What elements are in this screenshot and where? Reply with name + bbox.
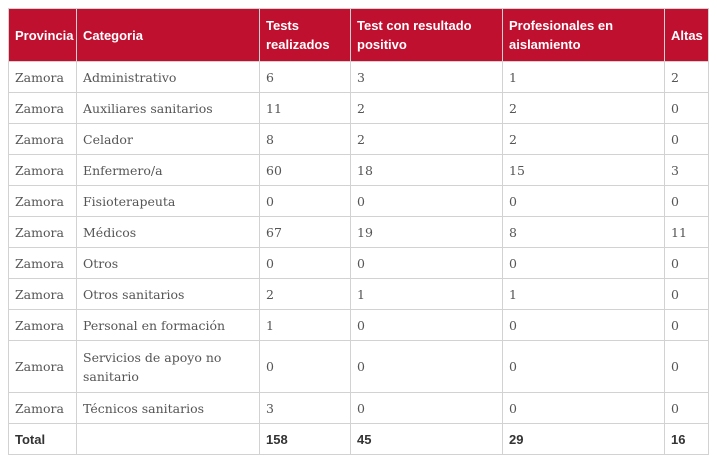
cell-provincia: Zamora (9, 93, 77, 124)
cell-altas: 0 (665, 393, 709, 424)
professionals-table (8, 8, 709, 455)
table-row (9, 62, 709, 93)
table-row (9, 217, 709, 248)
table-header (9, 9, 709, 62)
cell-aislamiento: 0 (503, 310, 665, 341)
table-row (9, 155, 709, 186)
cell-aislamiento: 2 (503, 93, 665, 124)
total-label: Total (9, 424, 77, 455)
cell-categoria: Enfermero/a (77, 155, 260, 186)
cell-tests: 8 (260, 124, 351, 155)
cell-provincia: Zamora (9, 217, 77, 248)
table-row (9, 393, 709, 424)
cell-aislamiento: 1 (503, 62, 665, 93)
header-tests: Tests realizados (260, 9, 351, 62)
table-body (9, 62, 709, 455)
cell-provincia: Zamora (9, 341, 77, 393)
table-row (9, 124, 709, 155)
header-positivo: Test con resultado positivo (351, 9, 503, 62)
header-row (9, 9, 709, 62)
cell-tests: 11 (260, 93, 351, 124)
cell-altas: 3 (665, 155, 709, 186)
total-tests: 158 (260, 424, 351, 455)
cell-positivo: 2 (351, 124, 503, 155)
cell-provincia: Zamora (9, 310, 77, 341)
cell-aislamiento: 0 (503, 393, 665, 424)
cell-positivo: 0 (351, 248, 503, 279)
cell-provincia: Zamora (9, 393, 77, 424)
table-row (9, 248, 709, 279)
cell-provincia: Zamora (9, 124, 77, 155)
cell-tests: 1 (260, 310, 351, 341)
cell-positivo: 19 (351, 217, 503, 248)
cell-categoria: Auxiliares sanitarios (77, 93, 260, 124)
cell-categoria: Celador (77, 124, 260, 155)
header-provincia: Provincia (9, 9, 77, 62)
header-categoria: Categoria (77, 9, 260, 62)
header-altas: Altas (665, 9, 709, 62)
cell-tests: 3 (260, 393, 351, 424)
cell-aislamiento: 0 (503, 186, 665, 217)
cell-categoria: Servicios de apoyo no sanitario (77, 341, 260, 393)
cell-altas: 0 (665, 310, 709, 341)
cell-aislamiento: 8 (503, 217, 665, 248)
cell-altas: 0 (665, 341, 709, 393)
cell-categoria: Otros (77, 248, 260, 279)
cell-aislamiento: 0 (503, 248, 665, 279)
table-row (9, 341, 709, 393)
cell-tests: 67 (260, 217, 351, 248)
cell-positivo: 0 (351, 393, 503, 424)
cell-provincia: Zamora (9, 279, 77, 310)
cell-altas: 0 (665, 124, 709, 155)
cell-tests: 0 (260, 341, 351, 393)
cell-tests: 60 (260, 155, 351, 186)
cell-aislamiento: 2 (503, 124, 665, 155)
cell-categoria: Fisioterapeuta (77, 186, 260, 217)
table-row (9, 186, 709, 217)
table-row (9, 310, 709, 341)
cell-altas: 0 (665, 279, 709, 310)
cell-tests: 6 (260, 62, 351, 93)
cell-positivo: 0 (351, 310, 503, 341)
table-row (9, 279, 709, 310)
table-row (9, 93, 709, 124)
cell-positivo: 3 (351, 62, 503, 93)
cell-aislamiento: 0 (503, 341, 665, 393)
cell-provincia: Zamora (9, 62, 77, 93)
cell-categoria: Administrativo (77, 62, 260, 93)
total-categoria (77, 424, 260, 455)
cell-provincia: Zamora (9, 186, 77, 217)
cell-positivo: 0 (351, 341, 503, 393)
cell-tests: 0 (260, 248, 351, 279)
total-row (9, 424, 709, 455)
cell-categoria: Personal en formación (77, 310, 260, 341)
cell-provincia: Zamora (9, 248, 77, 279)
cell-tests: 2 (260, 279, 351, 310)
cell-positivo: 1 (351, 279, 503, 310)
cell-altas: 2 (665, 62, 709, 93)
cell-aislamiento: 15 (503, 155, 665, 186)
cell-altas: 0 (665, 186, 709, 217)
total-aislamiento: 29 (503, 424, 665, 455)
cell-positivo: 2 (351, 93, 503, 124)
cell-altas: 11 (665, 217, 709, 248)
total-altas: 16 (665, 424, 709, 455)
header-aislamiento: Profesionales en aislamiento (503, 9, 665, 62)
cell-altas: 0 (665, 248, 709, 279)
cell-positivo: 18 (351, 155, 503, 186)
cell-positivo: 0 (351, 186, 503, 217)
cell-altas: 0 (665, 93, 709, 124)
data-table-container (8, 8, 708, 455)
cell-categoria: Otros sanitarios (77, 279, 260, 310)
cell-tests: 0 (260, 186, 351, 217)
cell-categoria: Médicos (77, 217, 260, 248)
cell-categoria: Técnicos sanitarios (77, 393, 260, 424)
cell-provincia: Zamora (9, 155, 77, 186)
total-positivo: 45 (351, 424, 503, 455)
cell-aislamiento: 1 (503, 279, 665, 310)
